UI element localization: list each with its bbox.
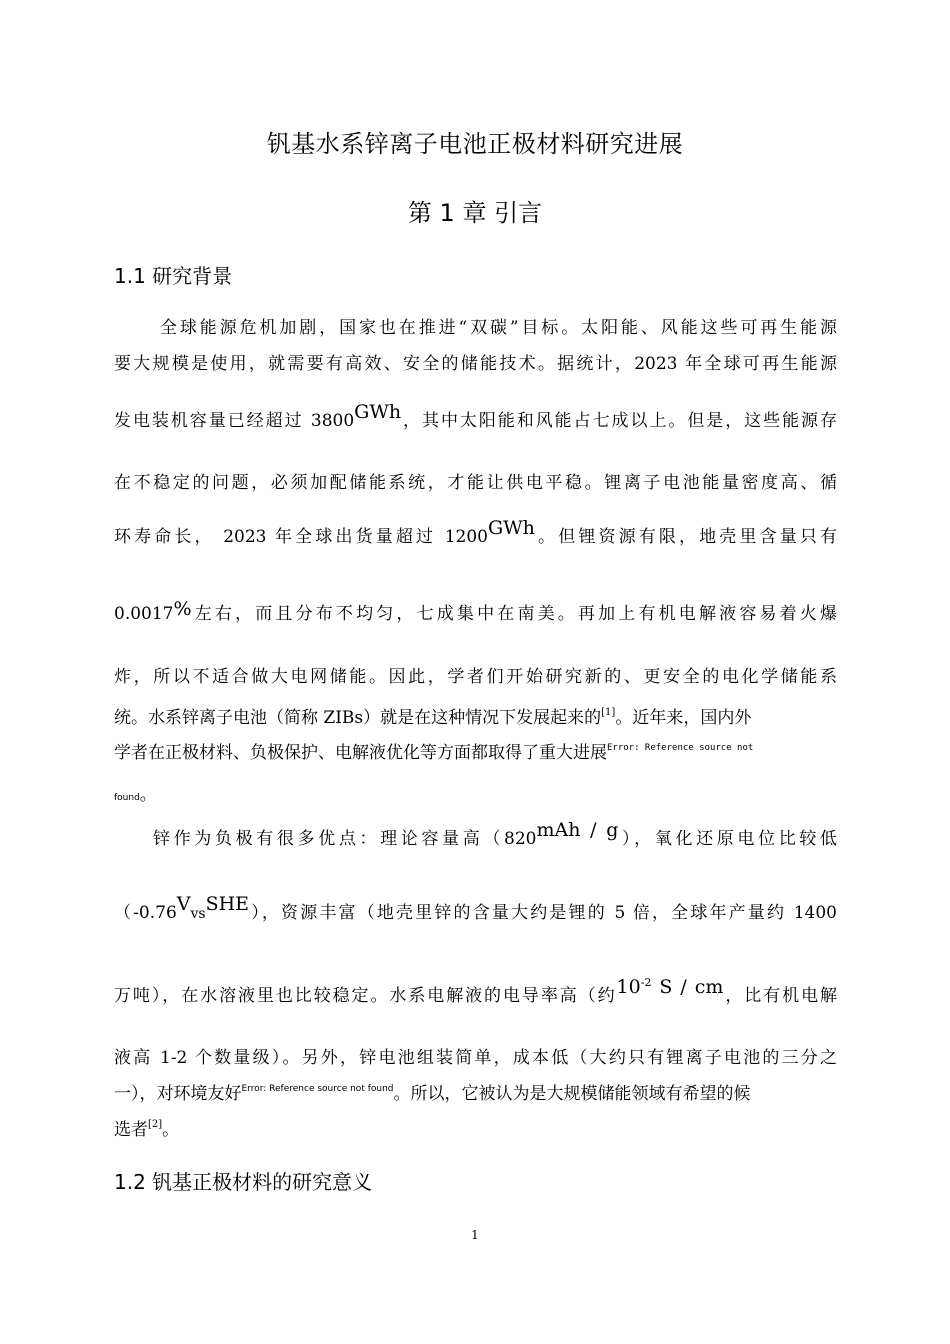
- chapter-heading: 第 1 章 引言: [407, 199, 543, 227]
- unit-she: SHE: [205, 893, 250, 915]
- citation-2: [2]: [148, 1119, 163, 1130]
- paragraph-1-line-9: 学者在正极材料、负极保护、电解液优化等方面都取得了重大进展$^{Error: Reference source not}$: [114, 743, 754, 763]
- unit-percent: %: [173, 598, 192, 620]
- paragraph-1-line-1: 全球能源危机加剧，国家也在推进“双碳”目标。太阳能、风能这些可再生能源: [160, 318, 837, 338]
- unit-volt: V: [176, 893, 191, 915]
- unit-conductivity: $10^{-2}$ S / cm: [616, 976, 724, 998]
- unit-gwh: GWh: [487, 517, 535, 539]
- unit-gwh: GWh: [354, 401, 402, 423]
- paragraph-1-line-8: 统。水系锌离子电池（简称 ZIBs）就是在这种情况下发展起来的[1]。近年来，国内外: [114, 707, 752, 728]
- section-heading-1-1: 1.1 研究背景: [114, 264, 233, 288]
- paragraph-2-line-3: 万吨），在水溶液里也比较稳定。水系电解液的电导率高（约$10^{-2}$ S / cm，比有机电解: [114, 976, 838, 1006]
- paragraph-2-line-5: 一），对环境友好$^{Error: Reference source not found}$。所以，它被认为是大规模储能领域有希望的候: [114, 1084, 751, 1104]
- page-number: 1: [471, 1228, 479, 1242]
- unit-mah-per-g: mAh / g: [536, 819, 619, 841]
- reference-error: Error: Reference source not found: [241, 1084, 394, 1094]
- document-title: 钒基水系锌离子电池正极材料研究进展: [266, 130, 684, 158]
- paragraph-1-line-10: found。: [114, 785, 157, 805]
- citation-1: [1]: [601, 707, 616, 718]
- reference-error: Error: Reference source not: [607, 743, 754, 753]
- paragraph-2-line-1: 锌作为负极有很多优点：理论容量高（820mAh / g），氧化还原电位比较低: [153, 819, 837, 849]
- section-heading-1-2: 1.2 钒基正极材料的研究意义: [114, 1170, 373, 1194]
- reference-error-continued: found: [114, 793, 140, 803]
- paragraph-1-line-7: 炸，所以不适合做大电网储能。因此，学者们开始研究新的、更安全的电化学储能系: [114, 667, 837, 687]
- paragraph-2-line-4: 液高 1-2 个数量级）。另外，锌电池组装简单，成本低（大约只有锂离子电池的三分之: [114, 1048, 837, 1068]
- paragraph-1-line-2: 要大规模是使用，就需要有高效、安全的储能技术。据统计，2023 年全球可再生能源: [114, 354, 837, 374]
- paragraph-1-line-3: 发电装机容量已经超过 3800GWh，其中太阳能和风能占七成以上。但是，这些能源存: [114, 401, 838, 431]
- paragraph-2-line-6: 选者[2]。: [114, 1119, 180, 1140]
- paragraph-1-line-5: 环寿命长， 2023 年全球出货量超过 1200GWh。但锂资源有限，地壳里含量只有: [114, 517, 838, 547]
- paragraph-2-line-2: （-0.76VvsSHE），资源丰富（地壳里锌的含量大约是锂的 5 倍，全球年产量约 1400: [114, 893, 837, 923]
- paragraph-1-line-4: 在不稳定的问题，必须加配储能系统，才能让供电平稳。锂离子电池能量密度高、循: [114, 473, 837, 493]
- paragraph-1-line-6: 0.0017%左右，而且分布不均匀，七成集中在南美。再加上有机电解液容易着火爆: [114, 598, 837, 624]
